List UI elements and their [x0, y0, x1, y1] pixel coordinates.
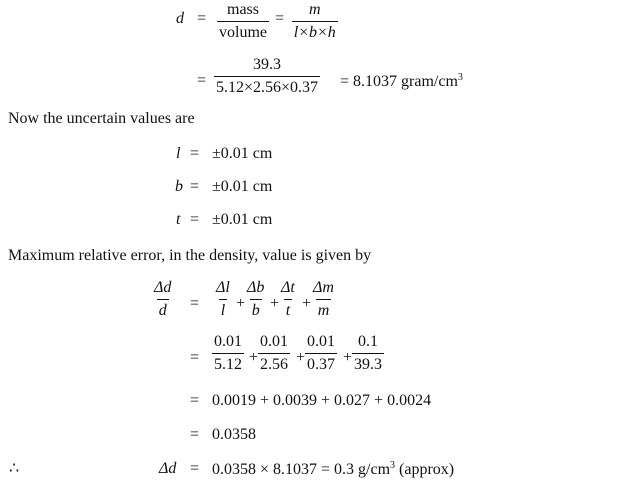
delta-d-symbol: Δd: [159, 460, 177, 477]
fraction-denominator: 5.12: [212, 353, 244, 373]
plus-sign: +: [270, 295, 280, 312]
fraction-numerator: Δt: [281, 279, 295, 296]
fraction-denominator: 5.12×2.56×0.37: [214, 76, 320, 96]
term3-fraction: [305, 334, 337, 373]
delta-b-over-b-fraction: [245, 280, 266, 319]
uncertainty-symbol: b: [175, 178, 183, 195]
sum-of-terms: 0.0019 + 0.0039 + 0.027 + 0.0024: [212, 392, 432, 409]
fraction-denominator: l: [219, 299, 227, 319]
density-result: [340, 73, 463, 90]
plus-sign: +: [236, 295, 246, 312]
equals-sign: =: [190, 349, 200, 366]
fraction-denominator: volume: [217, 21, 269, 41]
equals-sign: =: [190, 392, 200, 409]
density-result-text: = 8.1037 gram/cm: [340, 73, 458, 90]
m-over-lbh-fraction: [287, 2, 343, 41]
equals-sign: =: [190, 426, 200, 443]
therefore-symbol: ∴: [9, 460, 20, 477]
fraction-numerator: Δb: [247, 279, 265, 296]
fraction-denominator: 2.56: [258, 353, 290, 373]
final-result-tail: (approx): [395, 461, 455, 478]
density-numeric-fraction: [214, 57, 320, 96]
fraction-numerator: 0.1: [358, 333, 378, 350]
density-result-exponent: 3: [457, 72, 463, 83]
fraction-denominator: m: [316, 299, 332, 319]
plus-sign: +: [302, 295, 312, 312]
uncertain-values-intro: Now the uncertain values are: [8, 110, 195, 127]
delta-d-over-d-fraction: [152, 280, 173, 319]
fraction-numerator: Δl: [216, 279, 230, 296]
equals-sign: =: [197, 10, 207, 27]
fraction-numerator: 0.01: [307, 333, 335, 350]
uncertainty-value: ±0.01 cm: [212, 178, 273, 195]
fraction-denominator: t: [284, 299, 292, 319]
equals-sign: =: [190, 460, 200, 477]
fraction-numerator: Δm: [313, 279, 334, 296]
plus-sign: +: [343, 349, 353, 366]
uncertainty-symbol: t: [176, 211, 181, 228]
fraction-numerator: 0.01: [214, 333, 242, 350]
equals-sign: =: [190, 211, 200, 228]
term1-fraction: [212, 334, 244, 373]
term4-fraction: [352, 334, 384, 373]
fraction-numerator: mass: [227, 1, 259, 18]
equals-sign: =: [190, 178, 200, 195]
fraction-numerator: 0.01: [260, 333, 288, 350]
fraction-numerator: 39.3: [253, 56, 282, 73]
fraction-numerator: Δd: [154, 279, 172, 296]
mass-over-volume-fraction: [217, 2, 269, 41]
relative-error-total: 0.0358: [212, 426, 256, 443]
delta-m-over-m-fraction: [311, 280, 336, 319]
fraction-denominator: 39.3: [352, 353, 384, 373]
final-result-text: 0.0358 × 8.1037 = 0.3 g/cm: [212, 461, 391, 478]
equals-sign: =: [190, 145, 200, 162]
term2-fraction: [258, 334, 290, 373]
fraction-denominator: d: [157, 299, 169, 319]
uncertainty-value: ±0.01 cm: [212, 211, 273, 228]
fraction-denominator: l×b×h: [292, 21, 338, 41]
delta-l-over-l-fraction: [214, 280, 232, 319]
equals-sign: =: [275, 10, 285, 27]
fraction-numerator: m: [309, 1, 321, 18]
density-symbol: d: [176, 10, 184, 27]
plus-sign: +: [296, 349, 306, 366]
fraction-denominator: 0.37: [305, 353, 337, 373]
max-error-intro: Maximum relative error, in the density, value is given by: [8, 247, 372, 264]
equals-sign: =: [197, 72, 207, 89]
fraction-denominator: b: [250, 299, 262, 319]
uncertainty-value: ±0.01 cm: [212, 145, 273, 162]
final-result: [212, 461, 454, 478]
final-result-exponent: 3: [390, 460, 396, 471]
uncertainty-symbol: l: [176, 145, 181, 162]
equals-sign: =: [190, 295, 200, 312]
plus-sign: +: [249, 349, 259, 366]
delta-t-over-t-fraction: [279, 280, 297, 319]
